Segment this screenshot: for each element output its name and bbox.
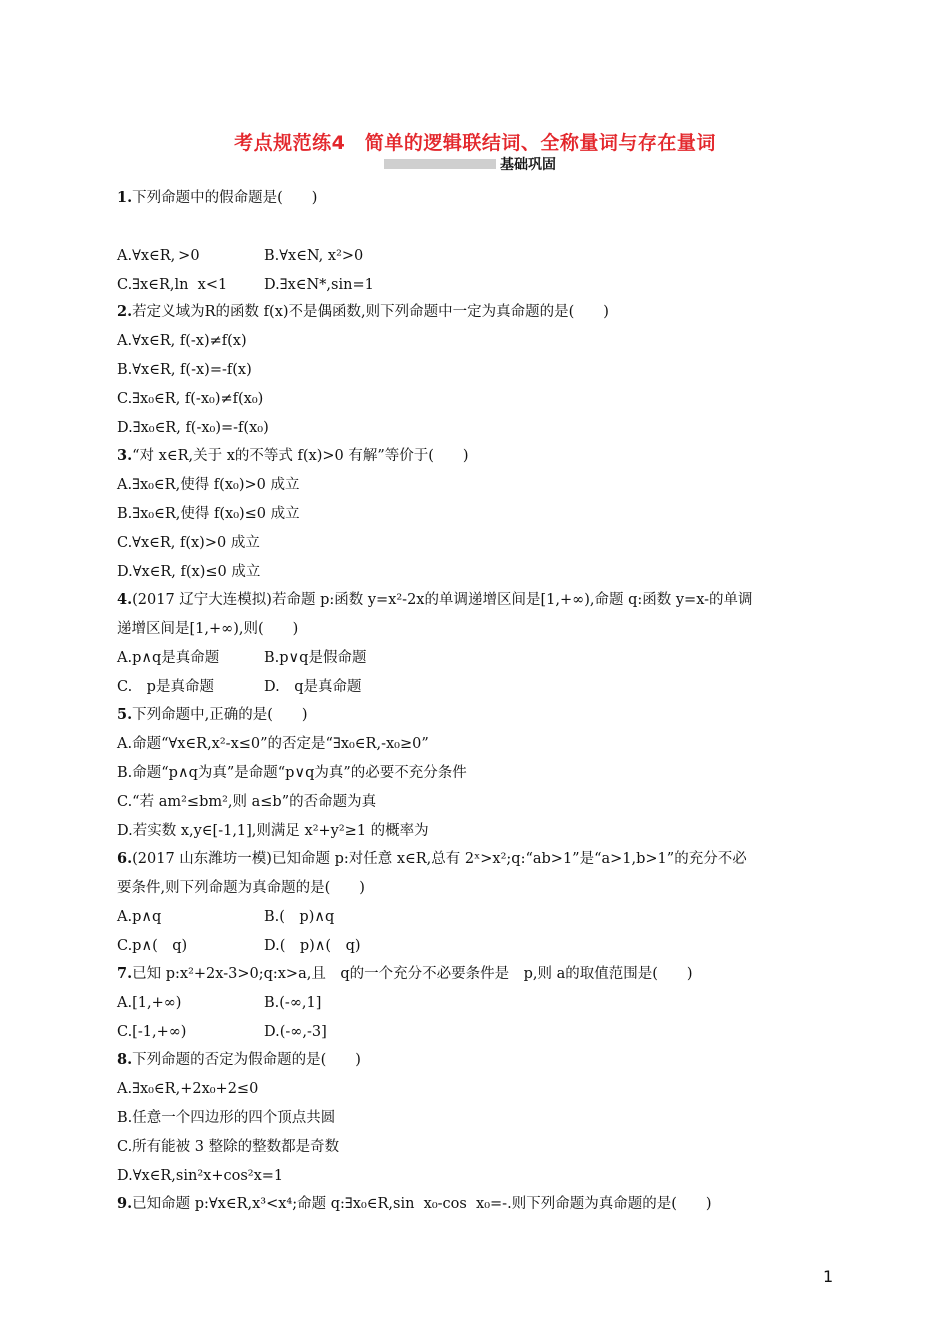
question-line: [117, 475, 299, 495]
question-text: 已知命题 p:∀x∈R,x³<x⁴;命题 q:∃x₀∈R,sin x₀-cos x₀=-.则下列命题为真命题的是( ): [132, 1196, 712, 1212]
question-number: 1.: [117, 189, 133, 206]
question-line: [117, 562, 260, 582]
question-text: 下列命题的否定为假命题的是( ): [132, 1052, 361, 1068]
question-stem: [117, 1050, 361, 1070]
question-text: (2017 辽宁大连模拟)若命题 p:函数 y=x²-2x的单调递增区间是[1,+∞),命题 q:函数 y=x-的单调: [132, 592, 753, 608]
section-bar: [384, 159, 496, 169]
question-line: [117, 389, 263, 409]
question-line: [117, 648, 219, 668]
question-text: C.∃x₀∈R, f(-x₀)≠f(x₀): [117, 391, 264, 407]
page-title: 考点规范练4 简单的逻辑联结词、全称量词与存在量词: [234, 132, 716, 154]
option-right: D.(-∞,-3]: [264, 1024, 327, 1040]
option-right: D.( p)∧( q): [264, 938, 361, 954]
question-line: [117, 821, 429, 841]
question-number: 5.: [117, 706, 133, 723]
question-line: [117, 878, 365, 898]
option-left: A.[1,+∞): [117, 995, 182, 1011]
question-line: [117, 1079, 258, 1099]
question-text: A.命题“∀x∈R,x²-x≤0”的否定是“∃x₀∈R,-x₀≥0”: [117, 736, 429, 752]
question-line: [117, 677, 214, 697]
question-number: 9.: [117, 1195, 133, 1212]
question-line: [117, 418, 269, 438]
question-line: [117, 360, 252, 380]
question-line: [117, 792, 376, 812]
question-stem: [117, 446, 469, 466]
question-line: [117, 1108, 335, 1128]
question-text: 下列命题中,正确的是( ): [132, 707, 308, 723]
question-text: B.∃x₀∈R,使得 f(x₀)≤0 成立: [117, 506, 300, 522]
option-right: B.∀x∈N, x²>0: [264, 248, 364, 264]
question-line: [117, 1137, 339, 1157]
option-left: A.p∧q是真命题: [117, 650, 220, 666]
question-line: [117, 246, 200, 266]
question-text: A.∃x₀∈R,+2x₀+2≤0: [117, 1081, 259, 1097]
option-right: B.( p)∧q: [264, 909, 335, 925]
question-text: D.若实数 x,y∈[-1,1],则满足 x²+y²≥1 的概率为: [117, 823, 429, 839]
question-number: 3.: [117, 447, 133, 464]
question-text: C.所有能被 3 整除的整数都是奇数: [117, 1139, 340, 1155]
question-text: 已知 p:x²+2x-3>0;q:x>a,且 q的一个充分不必要条件是 p,则 a的取值范围是( ): [132, 966, 693, 982]
question-text: C.“若 am²≤bm²,则 a≤b”的否命题为真: [117, 794, 377, 810]
question-text: B.∀x∈R, f(-x)=-f(x): [117, 362, 252, 378]
question-number: 7.: [117, 965, 133, 982]
question-line: [117, 763, 467, 783]
question-text: (2017 山东潍坊一模)已知命题 p:对任意 x∈R,总有 2ˣ>x²;q:“ab>1”是“a>1,b>1”的充分不必: [132, 851, 747, 867]
option-left: A.p∧q: [117, 909, 162, 925]
page-number: 1: [823, 1267, 834, 1286]
question-text: A.∀x∈R, f(-x)≠f(x): [117, 333, 247, 349]
question-line: [117, 907, 161, 927]
option-left: C.p∧( q): [117, 938, 188, 954]
question-number: 2.: [117, 303, 133, 320]
question-text: 递增区间是[1,+∞),则( ): [117, 621, 299, 637]
question-number: 4.: [117, 591, 133, 608]
question-stem: [117, 302, 609, 322]
question-text: B.任意一个四边形的四个顶点共圆: [117, 1110, 336, 1126]
option-left: A.∀x∈R, >0: [117, 248, 200, 264]
question-stem: [117, 964, 693, 984]
question-stem: [117, 1194, 712, 1214]
question-text: 若定义域为R的函数 f(x)不是偶函数,则下列命题中一定为真命题的是( ): [132, 304, 609, 320]
option-right: B.p∨q是假命题: [264, 650, 367, 666]
question-line: [117, 993, 181, 1013]
question-line: [117, 619, 298, 639]
question-line: [117, 936, 187, 956]
question-text: 下列命题中的假命题是( ): [132, 190, 318, 206]
section-header: [384, 154, 556, 174]
question-stem: [117, 188, 317, 208]
question-text: A.∃x₀∈R,使得 f(x₀)>0 成立: [117, 477, 300, 493]
question-text: 要条件,则下列命题为真命题的是( ): [117, 880, 365, 896]
question-text: B.命题“p∧q为真”是命题“p∨q为真”的必要不充分条件: [117, 765, 467, 781]
question-number: 8.: [117, 1051, 133, 1068]
question-stem: [117, 590, 753, 610]
question-line: [117, 331, 247, 351]
question-line: [117, 275, 227, 295]
question-line: [117, 1022, 186, 1042]
question-stem: [117, 705, 308, 725]
question-stem: [117, 849, 747, 869]
question-text: D.∀x∈R, f(x)≤0 成立: [117, 564, 261, 580]
question-text: D.∀x∈R,sin²x+cos²x=1: [117, 1168, 284, 1184]
question-number: 6.: [117, 850, 133, 867]
question-line: [117, 734, 429, 754]
section-label: 基础巩固: [500, 157, 556, 173]
option-right: B.(-∞,1]: [264, 995, 322, 1011]
option-left: C.∃x∈R,ln x<1: [117, 277, 228, 293]
option-left: C. p是真命题: [117, 679, 214, 695]
question-line: [117, 1166, 283, 1186]
question-text: C.∀x∈R, f(x)>0 成立: [117, 535, 260, 551]
option-right: D.∃x∈N*,sin=1: [264, 277, 374, 293]
option-right: D. q是真命题: [264, 679, 362, 695]
option-left: C.[-1,+∞): [117, 1024, 187, 1040]
question-line: [117, 533, 260, 553]
question-text: D.∃x₀∈R, f(-x₀)=-f(x₀): [117, 420, 269, 436]
question-text: “对 x∈R,关于 x的不等式 f(x)>0 有解”等价于( ): [132, 448, 469, 464]
question-line: [117, 504, 300, 524]
